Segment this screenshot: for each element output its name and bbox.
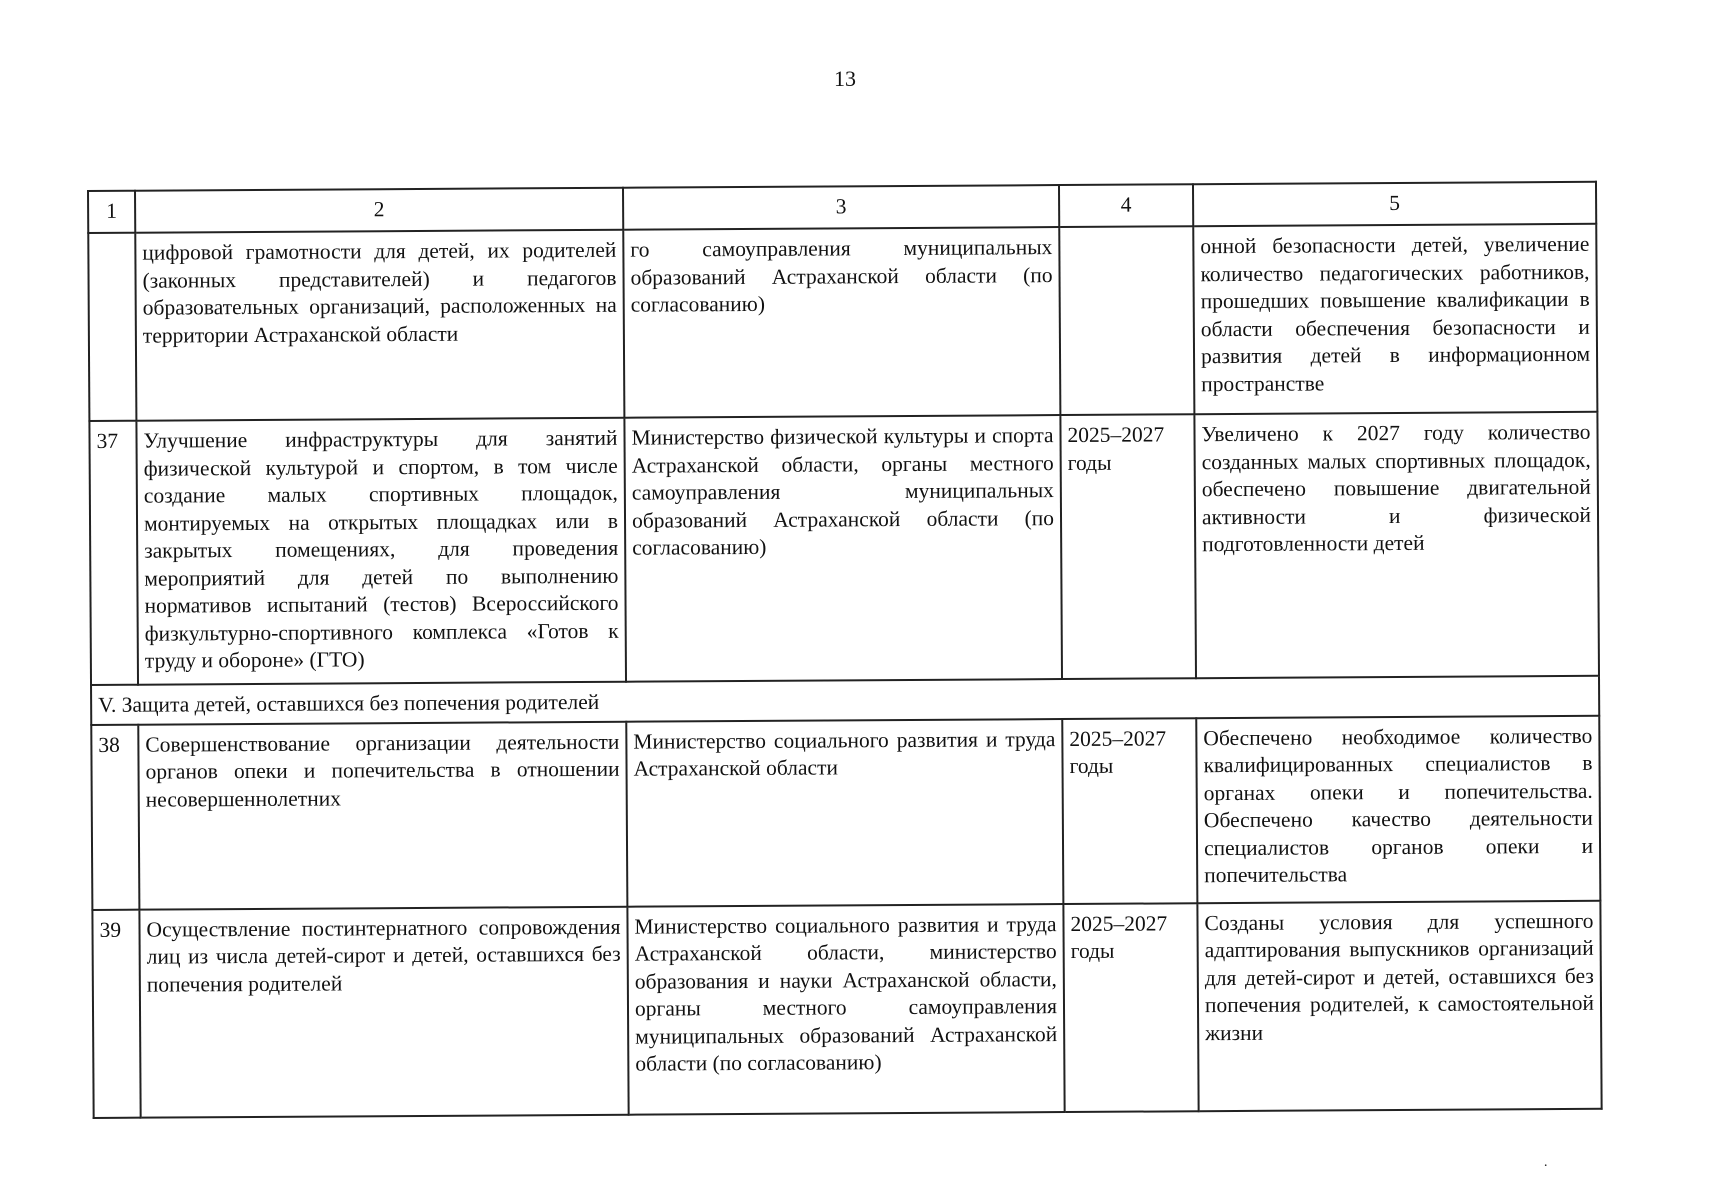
row-number <box>88 233 136 421</box>
table-row-continued <box>88 224 1597 421</box>
measures-table <box>87 181 1603 1119</box>
result-cell: Созданы условия для успешного адаптирования выпускников организаций для детей-сирот и детей, оставшихся без попечения родителей, к самостоятельной жизни <box>1197 900 1601 1110</box>
table-row-39 <box>92 900 1601 1117</box>
row-number: 37 <box>89 421 138 685</box>
period-cell <box>1059 226 1194 415</box>
column-header-3: 3 <box>623 185 1059 230</box>
table-row-37 <box>89 412 1599 685</box>
page-number: 13 <box>834 66 856 91</box>
period-cell: 2025–2027 годы <box>1060 414 1196 679</box>
measure-cell: Осуществление постинтернатного сопровождения лиц из числа детей-сирот и детей, оставшихся без попечения родителей <box>139 906 628 1117</box>
measure-cell: Улучшение инфраструктуры для занятий физической культурой и спортом, в том числе создание малых спортивных площадок, монтируемых на открытых площадках или в закрытых помещениях, для проведения мероприятий для детей по выполнению нормативов испытаний (тестов) Всероссийского физкультурно-спортивного комплекса «Готов к труду и обороне» (ГТО) <box>136 418 626 685</box>
column-header-1: 1 <box>88 191 135 233</box>
executor-cell: го самоуправления муниципальных образований Астраханской области (по согласованию) <box>623 227 1060 418</box>
row-number: 38 <box>91 724 139 909</box>
result-cell: онной безопасности детей, увеличение количество педагогических работников, прошедших повышение квалификации в области обеспечения безопасности и развития детей в информационном пространстве <box>1193 224 1597 414</box>
section-title: V. Защита детей, оставшихся без попечения родителей <box>91 676 1599 725</box>
executor-cell: Министерство физической культуры и спорта Астраханской области, органы местного самоуправления муниципальных образований Астраханской области (по согласованию) <box>624 415 1062 682</box>
scan-speck: · <box>1543 1159 1548 1174</box>
period-cell: 2025–2027 годы <box>1063 903 1198 1112</box>
result-cell: Обеспечено необходимое количество квалифицированных специалистов в органах опеки и попечительства. Обеспечено качество деятельности специалистов органов опеки и попечительства <box>1196 715 1600 902</box>
measure-cell: Совершенствование организации деятельности органов опеки и попечительства в отношении несовершеннолетних <box>138 721 627 909</box>
measure-cell: цифровой грамотности для детей, их родителей (законных представителей) и педагогов образовательных организаций, расположенных на территории Астраханской области <box>135 230 624 421</box>
executor-cell: Министерство социального развития и труда Астраханской области, министерство образования и науки Астраханской области, органы местного самоуправления муниципальных образований Астраханской области (по согласованию) <box>627 904 1064 1115</box>
column-header-2: 2 <box>135 188 623 233</box>
executor-cell: Министерство социального развития и труда Астраханской области <box>626 719 1063 907</box>
row-number: 39 <box>92 909 140 1117</box>
period-cell: 2025–2027 годы <box>1062 718 1197 904</box>
result-cell: Увеличено к 2027 году количество созданных малых спортивных площадок, обеспечено повышение двигательной активности и физической подготовленности детей <box>1194 412 1599 678</box>
column-header-5: 5 <box>1193 182 1596 226</box>
column-header-4: 4 <box>1059 184 1193 227</box>
table-row-38 <box>91 715 1600 909</box>
